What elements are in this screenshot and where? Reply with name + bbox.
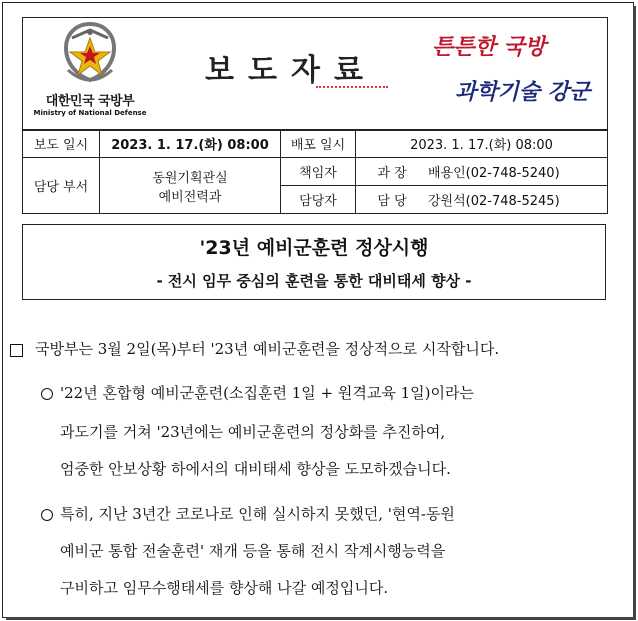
responsible-rank: 과 장: [356, 158, 429, 186]
headline-box: [22, 224, 606, 300]
bullet-2-line-3: 구비하고 임무수행태세를 향상해 나갈 예정입니다.: [60, 579, 389, 597]
responsible-label: 책임자: [281, 158, 356, 186]
contact-rank: 담 당: [356, 186, 429, 214]
headline-title: '23년 예비군훈련 정상시행: [199, 237, 429, 259]
dept-name: [100, 158, 281, 214]
spellcheck-underline: [316, 86, 388, 88]
slogan-line-2: 과학기술 강군: [455, 79, 591, 105]
ministry-name-en: Ministry of National Defense: [33, 109, 147, 117]
bullet-1-line-1: '22년 혼합형 예비군훈련(소집훈련 1일 + 원격교육 1일)이라는: [60, 384, 474, 402]
circle-bullet-icon: [41, 388, 53, 400]
contact-person: 강원석(02-748-5245): [428, 186, 608, 214]
slogan-line-1: 튼튼한 국방: [432, 34, 546, 60]
contact-label: 담당자: [281, 186, 356, 214]
responsible-person: 배용인(02-748-5240): [428, 158, 608, 186]
bullet-2-line-1: 특히, 지난 3년간 코로나로 인해 실시하지 못했던, '현역-동원: [60, 505, 455, 523]
distribution-date-value: 2023. 1. 17.(화) 08:00: [356, 130, 608, 158]
ministry-name-kr: 대한민국 국방부: [45, 94, 135, 109]
headline-subtitle: - 전시 임무 중심의 훈련을 통한 대비태세 향상 -: [156, 272, 472, 290]
bullet-1-line-2: 과도기를 거쳐 '23년에는 예비군훈련의 정상화를 추진하여,: [60, 423, 446, 441]
dept-name-line-1: 동원기획관실: [152, 170, 228, 186]
report-date-value: 2023. 1. 17.(화) 08:00: [100, 130, 281, 158]
paragraph-1-text: 국방부는 3월 2일(목)부터 '23년 예비군훈련을 정상적으로 시작합니다.: [35, 340, 500, 358]
ministry-logo: [30, 20, 150, 126]
dept-name-line-2: 예비전력과: [158, 189, 222, 205]
mnd-emblem-icon: [54, 20, 126, 90]
report-date-label: 보도 일시: [23, 130, 100, 158]
release-info-table: [22, 129, 608, 214]
dept-label: 담당 부서: [23, 158, 100, 214]
bullet-1-line-3: 엄중한 안보상황 하에서의 대비태세 향상을 도모하겠습니다.: [60, 460, 451, 478]
distribution-date-label: 배포 일시: [281, 130, 356, 158]
circle-bullet-icon: [41, 509, 53, 521]
checkbox-bullet-icon: [10, 344, 23, 357]
bullet-2-line-2: 예비군 통합 전술훈련' 재개 등을 통해 전시 작계시행능력을: [60, 542, 446, 560]
page-shadow-bottom: [6, 617, 636, 620]
paragraph-1: [10, 338, 499, 359]
page-shadow-right: [633, 6, 636, 619]
press-release-title: 보도자료: [205, 53, 377, 88]
